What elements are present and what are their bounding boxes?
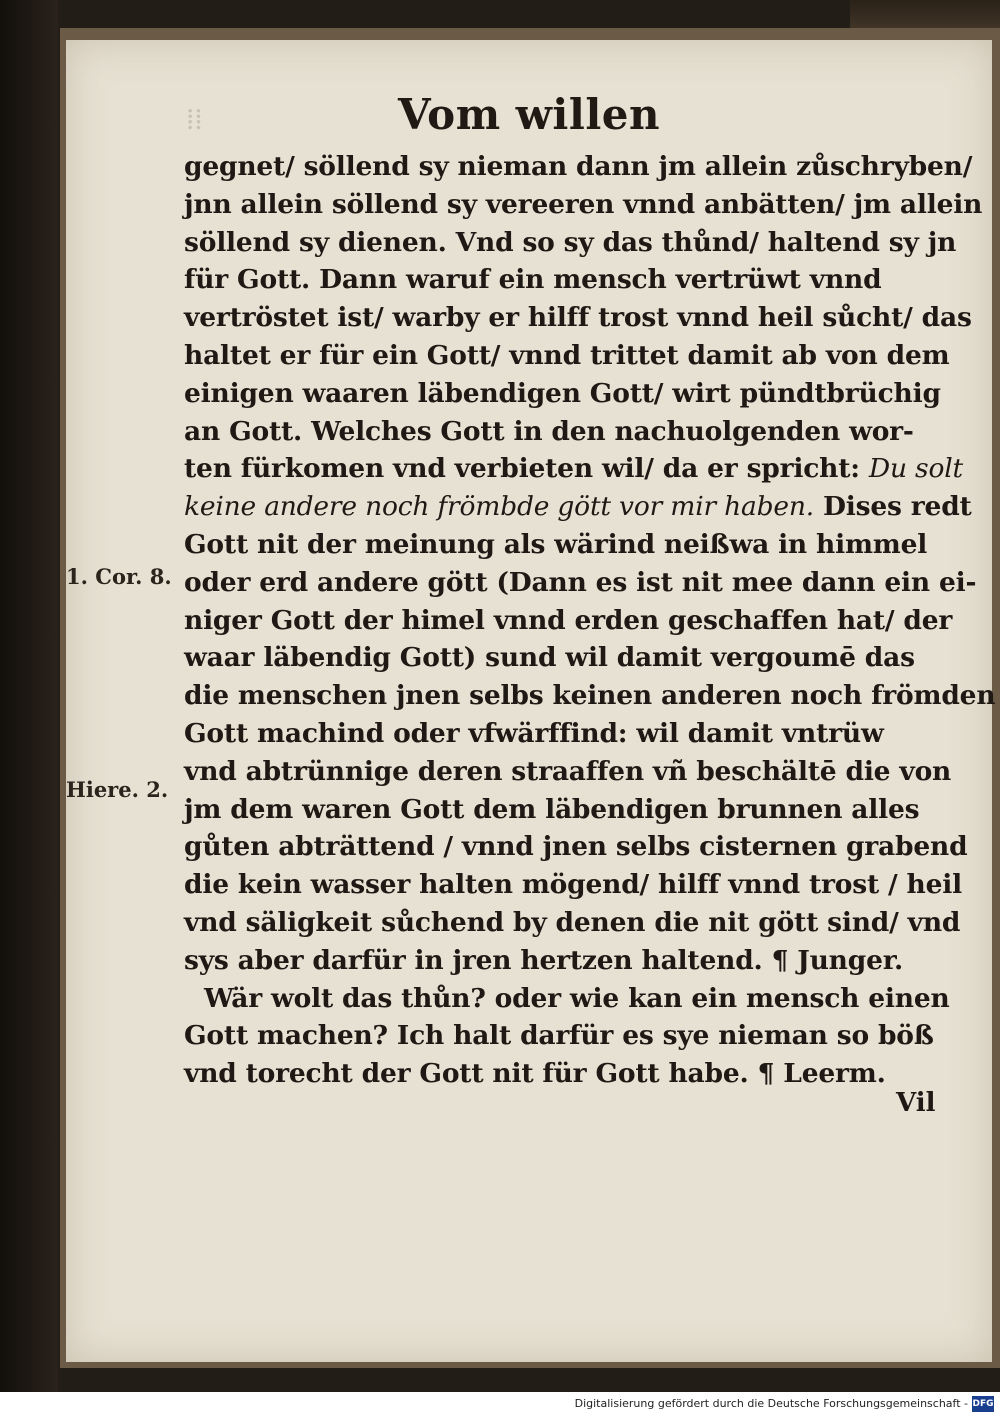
text-line: söllend sy dienen. Vnd so sy das thůnd/ haltend sy jn	[184, 226, 957, 258]
text-line: Gott machind oder vfwärffind: wil damit vntrüw	[184, 717, 884, 749]
text-line: die menschen jnen selbs keinen anderen noch frömden	[184, 680, 996, 712]
text-line: oder erd andere gött (Dann es ist nit mee dann ein ei-	[184, 566, 977, 598]
footer-bar	[0, 1392, 1000, 1418]
text-line: sys aber darfür in jren hertzen haltend. ¶ Junger.	[184, 944, 904, 976]
text-line: Gott machen? Ich halt darfür es sye nieman so böß	[184, 1020, 934, 1052]
text-line: die kein wasser halten mögend/ hilff vnnd trost / heil	[184, 869, 962, 901]
text-line: haltet er für ein Gott/ vnnd trittet damit ab von dem	[184, 339, 950, 371]
scripture-quote: Du solt	[868, 453, 963, 485]
text-line: ten fürkomen vnd verbieten wil/ da er spricht: Du solt	[184, 453, 963, 485]
text-line: Gott nit der meinung als wärind neißwa in himmel	[184, 528, 928, 560]
footer-credit: Digitalisierung gefördert durch die Deutsche Forschungsgemeinschaft -	[574, 1397, 968, 1410]
text-line: jm dem waren Gott dem läbendigen brunnen alles	[184, 793, 920, 825]
text-line: vnd abtrünnige deren straaffen vñ beschältē die von	[184, 755, 952, 787]
text-line: jnn allein söllend sy vereeren vnnd anbätten/ jm allein	[184, 188, 983, 220]
scripture-quote: keine andere noch frömbde gött vor mir haben.	[184, 491, 814, 523]
text-line: gůten abträttend / vnnd jnen selbs cisternen grabend	[184, 831, 968, 863]
margin-note-hiere: Hiere. 2.	[66, 777, 169, 802]
text-line: gegnet/ söllend sy nieman dann jm allein zůschryben/	[184, 151, 973, 182]
speaker-mark: ¶ Junger.	[771, 944, 904, 976]
page-body	[184, 148, 996, 1093]
margin-note-cor: 1. Cor. 8.	[66, 564, 172, 589]
page-title: Vom willen	[397, 90, 661, 139]
text-line: vnd torecht der Gott nit für Gott habe. ¶ Leerm.	[184, 1058, 886, 1090]
text-line: einigen waaren läbendigen Gott/ wirt pündtbrüchig	[184, 377, 941, 409]
text-line: niger Gott der himel vnnd erden geschaffen hat/ der	[184, 604, 953, 636]
text-line: Wär wolt das thůn? oder wie kan ein mensch einen	[204, 982, 950, 1014]
bleed-through-mark: ⁞⁞	[186, 102, 203, 137]
book-spine	[0, 0, 58, 1418]
text-line: an Gott. Welches Gott in den nachuolgenden wor-	[184, 415, 914, 447]
dfg-logo: DFG	[972, 1396, 994, 1412]
speaker-mark: ¶ Leerm.	[757, 1058, 886, 1090]
book-page	[66, 40, 996, 1362]
text-line: für Gott. Dann waruf ein mensch vertrüwt vnnd	[184, 264, 882, 296]
text-line: vertröstet ist/ warby er hilff trost vnnd heil sůcht/ das	[184, 302, 972, 334]
text-line: keine andere noch frömbde gött vor mir haben. Dises redt	[184, 491, 972, 523]
text-line: vnd säligkeit sůchend by denen die nit gött sind/ vnd	[184, 906, 961, 938]
catchword: Vil	[896, 1088, 936, 1118]
text-line: waar läbendig Gott) sund wil damit vergoumē das	[184, 642, 915, 674]
